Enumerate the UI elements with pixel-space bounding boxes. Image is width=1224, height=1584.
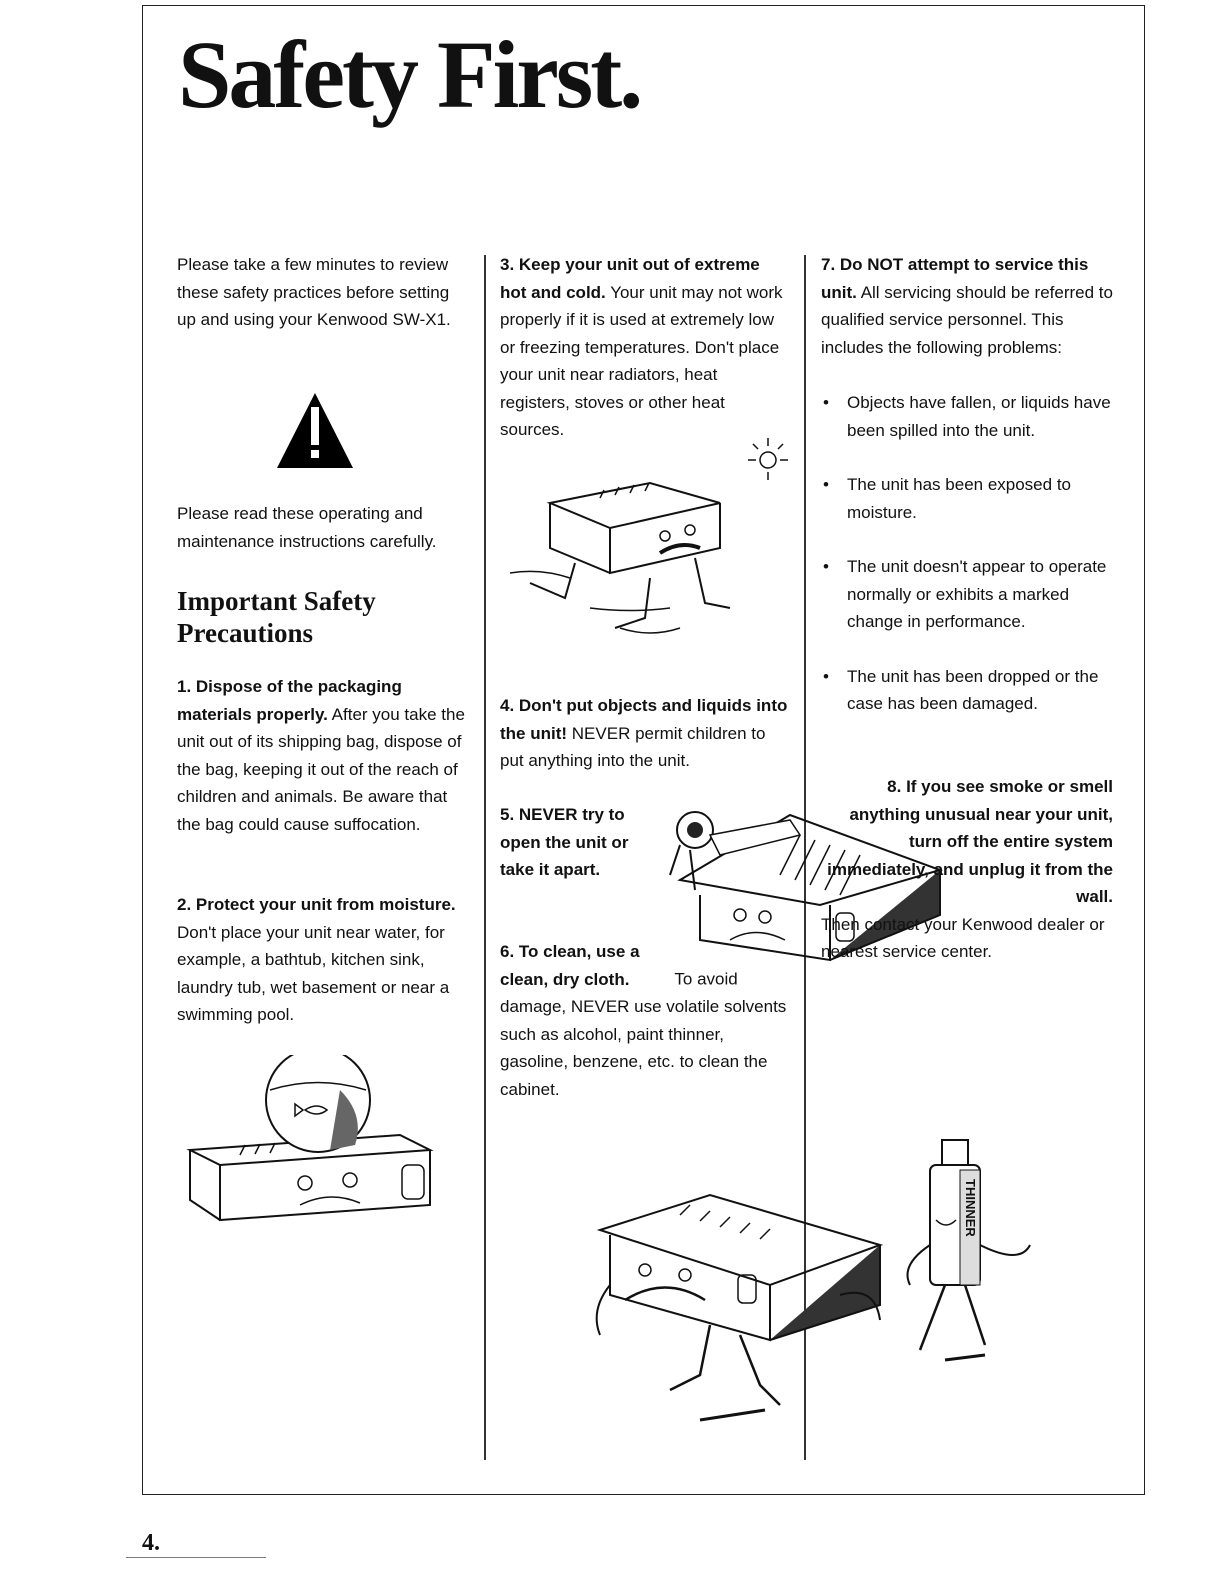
section-heading-block: [177, 585, 467, 649]
item-5-title: 5. NEVER try to open the unit or take it apart.: [500, 805, 629, 879]
item-8-title: 8. If you see smoke or smell anything unusual near your unit, turn off the entire system immediately, and unplug it from the wall.: [827, 777, 1113, 906]
list-item: • The unit doesn't appear to operate normally or exhibits a marked change in performance.: [821, 553, 1113, 636]
item-5: [500, 801, 635, 884]
item-3: [500, 251, 790, 444]
page-title: Safety First.: [178, 21, 641, 128]
list-item: • The unit has been exposed to moisture.: [821, 471, 1113, 526]
column-1: [177, 251, 469, 334]
sun-icon: [738, 430, 798, 485]
warning-triangle-icon: [277, 393, 353, 468]
freezing-unit-illustration: [500, 478, 790, 653]
item-7-body: All servicing should be referred to qualified service personnel. This includes the following problems:: [821, 282, 1113, 357]
unit-and-thinner-illustration: [580, 1135, 1100, 1440]
item-6-body: To avoid damage, NEVER use volatile solvents such as alcohol, paint thinner, gasoline, benzene, etc. to clean the cabinet.: [500, 969, 787, 1099]
intro-read-text: Please read these operating and maintenance instructions carefully.: [177, 504, 437, 551]
item-4-title: 4. Don't put objects and liquids into the unit!: [500, 696, 788, 743]
page-number: 4.: [142, 1530, 160, 1556]
thinner-label: THINNER: [963, 1179, 978, 1237]
section-heading: [177, 585, 467, 649]
intro-read: [177, 500, 462, 555]
item-4: [500, 692, 790, 775]
fishbowl-on-unit-illustration: [170, 1055, 450, 1230]
item-8: [821, 773, 1113, 966]
item-8-body: Then contact your Kenwood dealer or nearest service center.: [821, 914, 1105, 961]
item-3-title: 3. Keep your unit out of extreme hot and cold.: [500, 255, 760, 302]
item-2: [177, 891, 467, 1029]
footer-rule: [126, 1557, 266, 1558]
item-1-title: 1. Dispose of the packaging materials properly.: [177, 677, 402, 724]
item-1: [177, 673, 467, 838]
item-4-body: NEVER permit children to put anything into the unit.: [500, 723, 766, 770]
section-heading-line-1: Important Safety: [177, 586, 376, 616]
section-heading-line-2: Precautions: [177, 618, 313, 648]
item-3-body: Your unit may not work properly if it is used at extremely low or freezing temperatures. Don't place your unit near radiators, heat registers, stoves or other heat sources.: [500, 282, 783, 439]
list-item: • The unit has been dropped or the case has been damaged.: [821, 663, 1113, 718]
column-divider-left: [484, 255, 486, 1460]
item-7-bullets: [821, 389, 1113, 718]
item-1-body: After you take the unit out of its shipping bag, dispose of the bag, keeping it out of the reach of children and animals. Be aware that the bag could cause suffocation.: [177, 704, 465, 834]
item-2-title: 2. Protect your unit from moisture.: [177, 895, 456, 914]
item-6-title: 6. To clean, use a clean, dry cloth.: [500, 942, 640, 989]
list-item: • Objects have fallen, or liquids have been spilled into the unit.: [821, 389, 1113, 444]
intro-review-text: Please take a few minutes to review these safety practices before setting up and using your Kenwood SW-X1.: [177, 255, 451, 329]
item-7-title: 7. Do NOT attempt to service this unit.: [821, 255, 1089, 302]
item-7: [821, 251, 1113, 745]
item-2-body: Don't place your unit near water, for example, a bathtub, kitchen sink, laundry tub, wet basement or near a swimming pool.: [177, 922, 450, 1024]
